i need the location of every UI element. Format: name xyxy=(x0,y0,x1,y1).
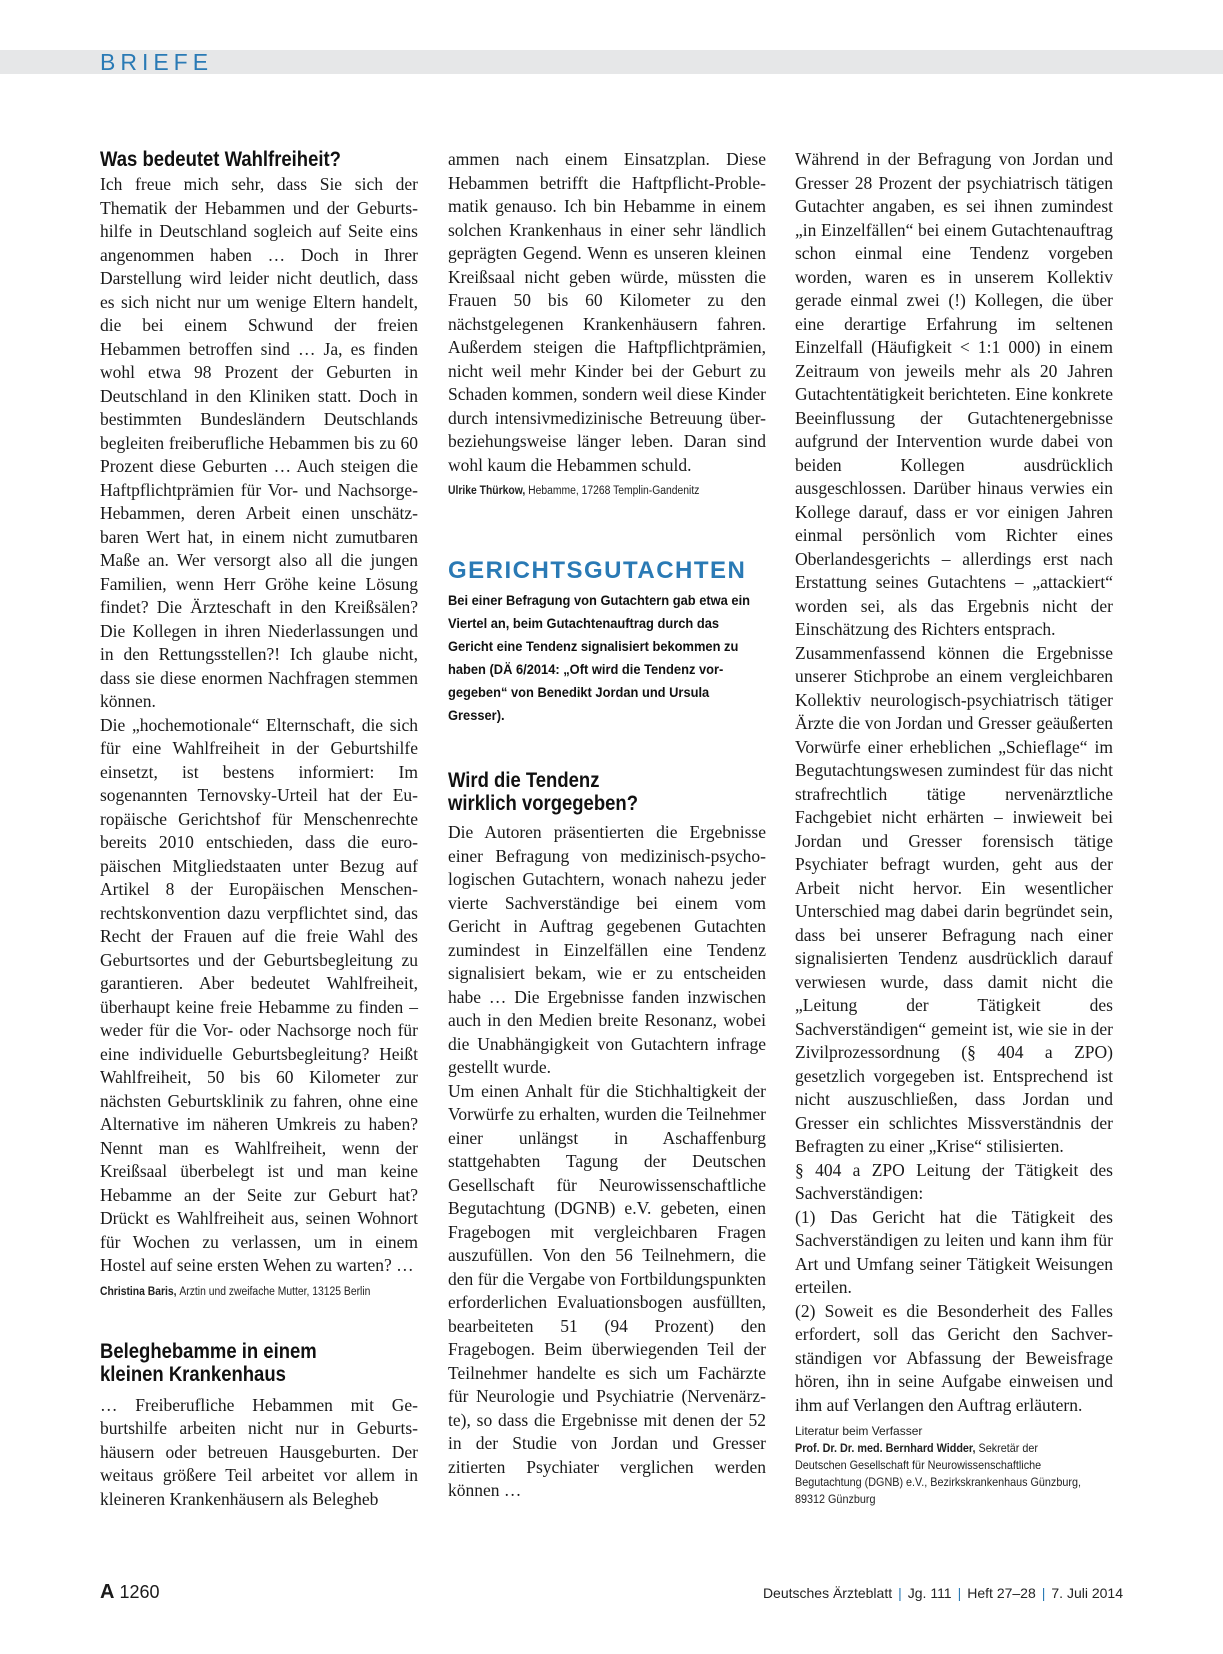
letter-paragraph: Die „hochemotionale“ Elternschaft, die sich für eine Wahlfreiheit in der Geburtshilfe einsetzt, ist bestens informiert: Im sogenannten Ternovsky-Urteil hat der Europäische Gerichtshof für Menschenrechte bereits 2010 entschieden, dass die europäischen Mitgliedstaaten unter Bezug auf Artikel 8 der Europäischen Menschenrechtskonvention dazu verpflichtet sind, das Recht der Frauen auf die freie Wahl des Geburtsortes und der Geburtsbegleitung zu garantieren. Aber bedeutet Wahlfreiheit, überhaupt keine freie Hebamme zu finden – weder für die Vor- oder Nachsorge noch für eine individuelle Geburtsbegleitung? Heißt Wahlfreiheit, 50 bis 60 Kilometer zur nächsten Geburtsklinik zu fahren, ohne eine Alternative im näheren Umkreis zu haben? Nennt man es Wahlfreiheit, wenn der Kreißsaal überbelegt ist und man keine Hebamme an der Seite zur Geburt hat? Drückt es Wahlfreiheit aus, seinen Wohnort für Wochen zu verlassen, um in einem Hostel auf seine ersten Wehen zu warten? … xyxy=(100,714,418,1275)
journal-volume: Jg. 111 xyxy=(907,1585,952,1601)
signature-name: Ulrike Thürkow, xyxy=(448,485,526,497)
letter-paragraph: Während in der Befragung von Jordan und Gresser 28 Prozent der psychiatrisch tätigen Gutachter angaben, es sei ihnen zumindest „in Einzelfällen“ bei einem Gutachtenauftrag schon einmal eine Tendenz vorgeben worden, waren es in unserem Kollektiv gerade einmal zwei (!) Kollegen, die über eine derartige Erfahrung im seltenen Einzelfall (Häufigkeit < 1:1 000) in einem Zeitraum von jeweils mehr als 20 Jahren Gutachtentätigkeit berichteten. Eine konkrete Beeinflussung der Gutachtenergebnisse aufgrund der Intervention wurde dabei von beiden Kollegen ausdrücklich ausgeschlossen. Darüber hinaus verwies ein Kollege darauf, dass er vor einigen Jahren einmal persönlich vom Richter eines Oberlandesgerichts – allerdings erst nach Erstattung seines Gutachtens – „attackiert“ worden sei, als das Ergebnis nicht der Einschätzung des Richters entsprach. xyxy=(795,149,1113,639)
author-block xyxy=(795,1440,1101,1508)
letter-paragraph: § 404 a ZPO Leitung der Tätigkeit des Sachverständigen: xyxy=(795,1159,1113,1203)
author-line: Begutachtung (DGNB) e.V., Bezirkskrankenhaus Günzburg, xyxy=(795,1475,1081,1489)
signature-details: Ärztin und zweifache Mutter, 13125 Berlin xyxy=(176,1285,371,1298)
page-footer xyxy=(100,1580,1123,1606)
letter-paragraph: Zusammenfassend können die Ergebnisse unserer Stichprobe an einem vergleichbaren Kollektiv neurologisch-psychiatrisch tätiger Ärzte die von Jordan und Gresser geäußerten Vorwürfe einer erheblichen „Schieflage“ im Begutachtungswesen zumindest für das nicht strafrechtlich tätige nervenärztliche Fachgebiet nicht erhärten – inwieweit bei Jordan und Gresser forensisch tätige Psychiater befragt wurden, geht aus der Arbeit nicht hervor. Ein wesentlicher Unterschied mag dabei darin begründet sein, dass bei unserer Befragung nach einer signalisierten Tendenz ausdrücklich darauf verwiesen wurde, dass damit nicht die „Leitung der Tätigkeit des Sachverständigen“ gemeint ist, wie sie in der Zivilprozessordnung (§ 404 a ZPO) gesetzlich vorgegeben ist. Entsprechend ist nicht auszuschließen, dass Jordan und Gresser ein schlichtes Missverständnis der Befragten zu einer „Krise“ stilisierten. xyxy=(795,642,1113,1156)
page-prefix: A xyxy=(100,1581,115,1603)
letter-paragraph: Ich freue mich sehr, dass Sie sich der Thematik der Hebammen und der Geburtshilfe in Deutschland sogleich auf Seite eins angenommen haben … Doch in Ihrer Darstellung wird leider nicht deutlich, dass es sich nicht nur um wenige Eltern handelt, die bei einem Schwund der freien Hebammen betroffen sind … Ja, es finden wohl etwa 98 Prozent der Geburten in Deutschland in den Kliniken statt. Doch in bestimmten Bundesländern Deutschlands begleiten freiberufliche Hebammen bis zu 60 Prozent diese Geburten … Auch steigen die Haftpflichtprämien für Vor- und Nachsorge-Hebammen, deren Arbeit einen unschätzbaren Wert hat, in einem nicht zumutbaren Maße an. Wer versorgt also all die jungen Familien, wenn Herr Gröhe keine Lösung findet? Die Ärzteschaft in den Kreißsälen? Die Kollegen in ihren Niederlassungen und in den Rettungsstellen?! Ich glaube nicht, dass sie diese enormen Nachfragen stemmen können. xyxy=(100,174,418,711)
section-label: BRIEFE xyxy=(100,49,214,75)
signature-name: Christina Baris, xyxy=(100,1285,177,1298)
letter-heading-beleghebamme xyxy=(100,1340,380,1386)
author-line: Deutschen Gesellschaft für Neurowissenschaftliche xyxy=(795,1458,1042,1472)
heading-line: wirklich vorgegeben? xyxy=(448,792,638,815)
letter-heading-wahlfreiheit: Was bedeutet Wahlfreiheit? xyxy=(100,148,341,171)
author-line: Sekretär der xyxy=(975,1441,1038,1455)
letter-signature xyxy=(100,1284,386,1300)
letter-paragraph: (2) Soweit es die Besonderheit des Falles erfordert, soll das Gericht den Sachverständigen vor Abfassung der Beweisfrage hören, ihn in seine Aufgabe einweisen und ihm auf Verlangen den Auftrag erläutern. xyxy=(795,1300,1113,1415)
heading-line: Beleghebamme in einem xyxy=(100,1339,317,1363)
author-name: Prof. Dr. Dr. med. Bernhard Widder, xyxy=(795,1441,976,1455)
letter-paragraph: ammen nach einem Einsatzplan. Diese Hebammen betrifft die Haftpflicht-Problematik genauso. Ich bin Hebamme in einem solchen Krankenhaus in einer sehr ländlich geprägten Gegend. Wenn es unseren kleinen Kreißsaal nicht geben würde, müssten die Frauen 50 bis 60 Kilometer zu den nächstgelegenen Krankenhäusern fahren. Außerdem steigen die Haftpflichtprämien, nicht weil mehr Kinder bei der Geburt zu Schaden kommen, sondern weil diese Kinder durch intensivmedizinische Betreuung über- beziehungsweise länger leben. Daran sind wohl kaum die Hebammen schuld. xyxy=(448,149,766,475)
column-3 xyxy=(795,148,1113,1508)
heading-line: kleinen Krankenhaus xyxy=(100,1362,286,1386)
separator: | xyxy=(957,1585,962,1601)
letter-paragraph: Um einen Anhalt für die Stichhaltigkeit der Vorwürfe zu erhalten, wurden die Teilnehmer einer unlängst in Aschaffenburg stattgehabten Tagung der Deutschen Gesellschaft für Neurowissenschaftliche Begutachtung (DGNB) e.V. gebeten, einen Fragebogen mit vergleichbaren Fragen auszufüllen. Von den 56 Teilnehmern, die den für die Vergabe von Fortbildungspunkten erforderlichen Evaluationsbogen ausfüllten, bearbeiteten 51 (94 Prozent) den Fragebogen. Beim überwiegenden Teil der Teilnehmer handelte es sich um Fachärzte für Neurologie und Psychiatrie (Nervenärzte), so dass die Ergebnisse mit denen der 52 in der Studie von Jordan und Gresser zitierten Psychiater verglichen werden können … xyxy=(448,1080,766,1500)
letter-paragraph: … Freiberufliche Hebammen mit Geburtshilfe arbeiten nicht nur in Geburtshäusern oder betreuen Hausgeburten. Der weitaus größere Teil arbeitet vor allem in kleineren Krankenhäusern als Belegheb xyxy=(100,1394,418,1509)
journal-info xyxy=(763,1583,1123,1603)
page-number-value: 1260 xyxy=(114,1582,160,1602)
literature-note: Literatur beim Verfasser xyxy=(795,1424,923,1438)
heading-line: Wird die Tendenz xyxy=(448,769,600,792)
letter-paragraph: (1) Das Gericht hat die Tätigkeit des Sachverständigen zu leiten und kann ihm für Art und Umfang seiner Tätigkeit Weisungen erteilen. xyxy=(795,1206,1113,1297)
page-number xyxy=(100,1580,160,1604)
topic-intro: Bei einer Befragung von Gutachtern gab etwa ein Viertel an, beim Gutachtenauftrag durch das Gericht eine Tendenz signalisiert bekommen zu haben (DÄ 6/2014: „Oft wird die Tendenz vorgegeben“ von Benedikt Jordan und Ursula Gresser). xyxy=(448,592,751,723)
letter-heading-tendenz xyxy=(448,769,728,815)
column-1 xyxy=(100,148,418,1511)
signature-details: Hebamme, 17268 Templin-Gandenitz xyxy=(525,485,700,497)
topic-heading: GERICHTSGUTACHTEN xyxy=(448,557,747,584)
separator: | xyxy=(1041,1585,1046,1601)
journal-name: Deutsches Ärzteblatt xyxy=(762,1585,893,1601)
letter-signature xyxy=(448,483,734,499)
journal-issue: Heft 27–28 xyxy=(967,1585,1036,1601)
separator: | xyxy=(898,1585,902,1601)
letter-paragraph: Die Autoren präsentierten die Ergebnisse einer Befragung von medizinisch-psychologischen Gutachtern, wonach nahezu jeder vierte Sachverständige bei einem vom Gericht in Auftrag gegebenen Gutachten zumindest in Einzelfällen eine Tendenz signalisiert bekam, wie er zu entscheiden habe … Die Ergebnisse fanden inzwischen auch in den Medien breite Resonanz, wobei die Unabhängigkeit von Gutachtern infrage gestellt wurde. xyxy=(448,822,766,1077)
author-line: 89312 Günzburg xyxy=(795,1492,876,1506)
journal-date: 7. Juli 2014 xyxy=(1051,1585,1123,1601)
column-2 xyxy=(448,148,766,1503)
